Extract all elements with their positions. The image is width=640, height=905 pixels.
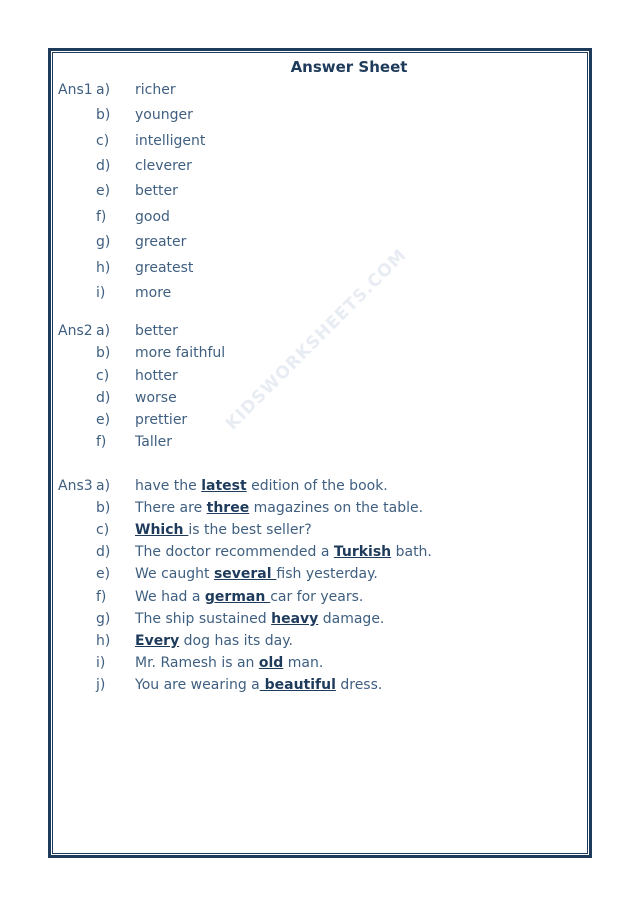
answer-highlight: Every xyxy=(135,633,180,649)
page-border-inner xyxy=(52,52,588,854)
answer-text: more xyxy=(135,285,172,301)
watermark: KIDSWORKSHEETS.COM xyxy=(222,245,411,435)
item-letter: i) xyxy=(96,285,106,301)
answer-before: There are xyxy=(135,500,207,516)
answer-after: magazines on the table. xyxy=(249,500,424,516)
answer-text: greatest xyxy=(135,260,194,276)
answer-text xyxy=(135,522,312,538)
answer-highlight: three xyxy=(206,500,250,516)
answer-text: younger xyxy=(135,107,193,123)
answer-text xyxy=(135,611,384,627)
item-letter: h) xyxy=(96,260,111,276)
answer-before: The doctor recommended a xyxy=(135,544,334,560)
answer-before: We had a xyxy=(135,589,205,605)
answer-highlight: german xyxy=(204,589,271,605)
answer-before: You are wearing a xyxy=(135,677,260,693)
item-letter: e) xyxy=(96,412,111,428)
answer-text: worse xyxy=(135,390,177,406)
item-letter: d) xyxy=(96,390,111,406)
answer-text: greater xyxy=(135,234,187,250)
answer-text: good xyxy=(135,209,170,225)
item-letter: b) xyxy=(96,345,111,361)
answer-text: Taller xyxy=(135,434,172,450)
item-letter: f) xyxy=(96,589,107,605)
item-letter: a) xyxy=(96,323,111,339)
answer-text xyxy=(135,500,423,516)
item-letter: c) xyxy=(96,522,110,538)
answer-after: dog has its day. xyxy=(179,633,293,649)
item-letter: d) xyxy=(96,158,111,174)
answer-text xyxy=(135,589,363,605)
answer-before: We caught xyxy=(135,566,214,582)
item-letter: f) xyxy=(96,434,107,450)
answer-after: edition of the book. xyxy=(246,478,388,494)
answer-text: more faithful xyxy=(135,345,226,361)
item-letter: g) xyxy=(96,234,111,250)
answer-before: The ship sustained xyxy=(135,611,272,627)
item-letter: a) xyxy=(96,478,111,494)
item-letter: i) xyxy=(96,655,106,671)
answer-highlight: beautiful xyxy=(259,677,336,693)
answer-text: prettier xyxy=(135,412,188,428)
answer-text xyxy=(135,677,382,693)
answer-text: better xyxy=(135,323,178,339)
answer-text: richer xyxy=(135,82,176,98)
section-prefix: Ans1 xyxy=(58,82,93,98)
answer-text: hotter xyxy=(135,368,178,384)
answer-highlight: heavy xyxy=(271,611,319,627)
item-letter: f) xyxy=(96,209,107,225)
answer-after: is the best seller? xyxy=(188,522,312,538)
answer-text xyxy=(135,478,388,494)
item-letter: a) xyxy=(96,82,111,98)
answer-text xyxy=(135,633,293,649)
item-letter: e) xyxy=(96,183,111,199)
item-letter: b) xyxy=(96,107,111,123)
answer-text xyxy=(135,566,378,582)
answer-before: Mr. Ramesh is an xyxy=(135,655,259,671)
item-letter: b) xyxy=(96,500,111,516)
item-letter: g) xyxy=(96,611,111,627)
answer-text xyxy=(135,544,432,560)
answer-highlight: Which xyxy=(135,522,189,538)
answer-text xyxy=(135,655,323,671)
answer-text: better xyxy=(135,183,178,199)
answer-highlight: several xyxy=(213,566,277,582)
answer-highlight: Turkish xyxy=(333,544,392,560)
section-prefix: Ans3 xyxy=(58,478,93,494)
item-letter: d) xyxy=(96,544,111,560)
item-letter: h) xyxy=(96,633,111,649)
answer-after: dress. xyxy=(335,677,383,693)
answer-before: have the xyxy=(135,478,202,494)
answer-text: intelligent xyxy=(135,133,206,149)
answer-after: fish yesterday. xyxy=(276,566,378,582)
answer-after: man. xyxy=(283,655,324,671)
item-letter: j) xyxy=(96,677,106,693)
item-letter: e) xyxy=(96,566,111,582)
answer-after: damage. xyxy=(318,611,385,627)
answer-text: cleverer xyxy=(135,158,192,174)
answer-highlight: old xyxy=(258,655,284,671)
answer-highlight: latest xyxy=(201,478,247,494)
section-prefix: Ans2 xyxy=(58,323,93,339)
answer-after: bath. xyxy=(391,544,432,560)
item-letter: c) xyxy=(96,133,110,149)
page-title: Answer Sheet xyxy=(290,58,408,76)
item-letter: c) xyxy=(96,368,110,384)
answer-after: car for years. xyxy=(270,589,364,605)
